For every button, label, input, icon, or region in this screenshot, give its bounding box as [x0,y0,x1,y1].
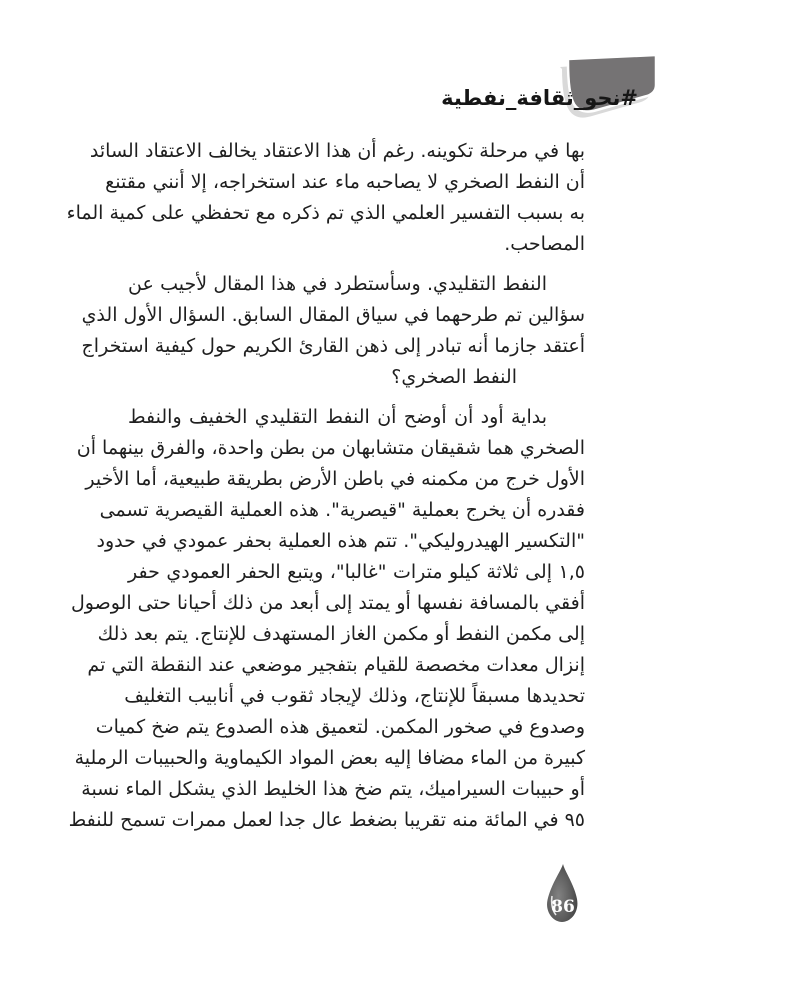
oil-drop-icon [542,862,582,924]
text-line: بداية أود أن أوضح أن النفط التقليدي الخفيف والنفط [128,406,547,428]
text-line: الصخري هما شقيقان متشابهان من بطن واحدة، والفرق بينهما أن [76,437,585,459]
text-line: "التكسير الهيدروليكي". تتم هذه العملية بحفر عمودي في حدود [96,530,585,552]
text-line: كبيرة من الماء مضافا إليه بعض المواد الكيماوية والحبيبات الرملية [74,747,585,769]
text-line: سؤالين تم طرحهما في سياق المقال السابق. السؤال الأول الذي [81,304,585,326]
text-line: إلى مكمن النفط أو مكمن الغاز المستهدف للإنتاج. يتم بعد ذلك [97,623,585,645]
text-line: الأول خرج من مكمنه في باطن الأرض بطريقة طبيعية، أما الأخير [85,468,585,490]
chapter-hashtag-title: #نحو_ثقافة_نفطية [441,86,638,110]
text-line: النفط الصخري؟ [391,366,517,388]
text-line: به بسبب التفسير العلمي الذي تم ذكره مع تحفظي على كمية الماء [66,202,585,224]
text-line: أفقي بالمسافة نفسها أو يمتد إلى أبعد من ذلك أحيانا حتى الوصول [70,592,585,614]
text-line: النفط التقليدي. وسأستطرد في هذا المقال لأجيب عن [128,273,547,295]
page-number-badge [542,862,582,924]
text-line: وصدوع في صخور المكمن. لتعميق هذه الصدوع يتم ضخ كميات [95,716,585,738]
page-number: 86 [551,897,575,917]
text-line: تحديدها مسبقاً للإنتاج، وذلك لإيجاد ثقوب في أنابيب التغليف [124,685,585,707]
paragraph [66,136,585,260]
text-line: ٩٥ في المائة منه تقريبا بضغط عال جدا لعمل ممرات تسمح للنفط [68,809,585,831]
text-line: بها في مرحلة تكوينه. رغم أن هذا الاعتقاد يخالف الاعتقاد السائد [89,140,585,162]
paragraph [81,269,585,393]
text-line: أو حبيبات السيراميك، يتم ضخ هذا الخليط الذي يشكل الماء نسبة [81,778,585,800]
paragraph [68,402,585,836]
text-line: المصاحب. [504,233,585,255]
body-text [66,136,585,836]
text-line: فقدره أن يخرج بعملية "قيصرية". هذه العملية القيصرية تسمى [99,499,585,521]
text-line: إنزال معدات مخصصة للقيام بتفجير موضعي عند النقطة التي تم [87,654,585,676]
text-line: أن النفط الصخري لا يصاحبه ماء عند استخراجه، إلا أنني مقتنع [105,171,585,193]
text-line: أعتقد جازما أنه تبادر إلى ذهن القارئ الكريم حول كيفية استخراج [81,335,585,357]
text-line: ١,٥ إلى ثلاثة كيلو مترات "غالبا"، ويتبع الحفر العمودي حفر [128,561,585,583]
